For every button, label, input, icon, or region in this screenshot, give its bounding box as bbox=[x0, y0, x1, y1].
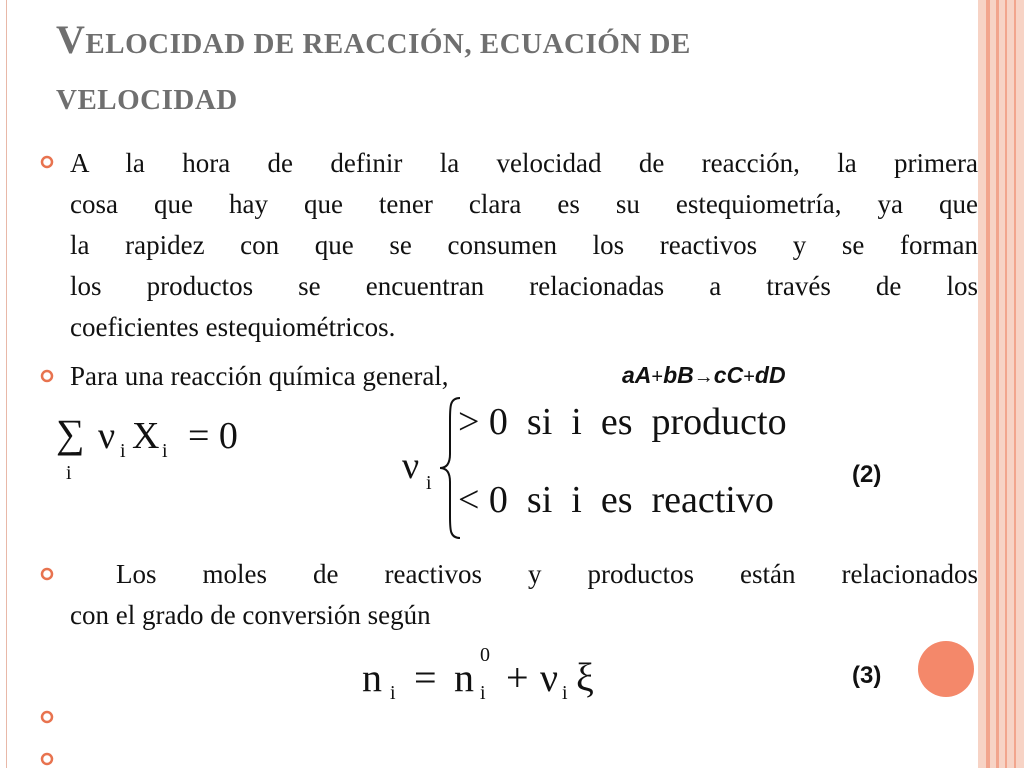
equation-number-2: (2) bbox=[852, 461, 882, 488]
nu-piecewise-definition: ν i > 0 si i es producto < 0 si i es reactivo bbox=[400, 392, 820, 542]
general-reaction-equation: aA+bB→cC+dD bbox=[622, 362, 786, 388]
bullet-icon bbox=[40, 752, 54, 766]
paragraph-moles-conversion: Los moles de reactivos y productos están relacionados con el grado de conversión según bbox=[70, 559, 978, 630]
bullet-icon bbox=[40, 710, 54, 724]
bullet-icon bbox=[40, 369, 54, 383]
stoichiometry-sum-equation: ∑ i ν i X i = 0 bbox=[56, 411, 238, 484]
bullet-icon bbox=[40, 155, 54, 169]
moles-conversion-equation: n i = n i 0 + ν i ξ bbox=[362, 644, 594, 704]
right-decorative-band bbox=[978, 0, 1024, 768]
equation-number-3: (3) bbox=[852, 662, 882, 689]
bullet-icon bbox=[40, 567, 54, 581]
decorative-circle bbox=[918, 641, 974, 697]
left-border-line bbox=[6, 0, 7, 768]
paragraph-stoichiometry: A la hora de definir la velocidad de reacción, la primera cosa que hay que tener clara es su estequiometría, ya que la rapidez con que se consumen los reactivos y se forman los productos se encuentran relacionadas a través de los coeficientes estequiométricos. bbox=[70, 148, 978, 342]
paragraph-general-reaction: Para una reacción química general, bbox=[70, 361, 449, 391]
slide-title: VELOCIDAD DE REACCIÓN, ECUACIÓN DE VELOCIDAD bbox=[56, 17, 691, 116]
